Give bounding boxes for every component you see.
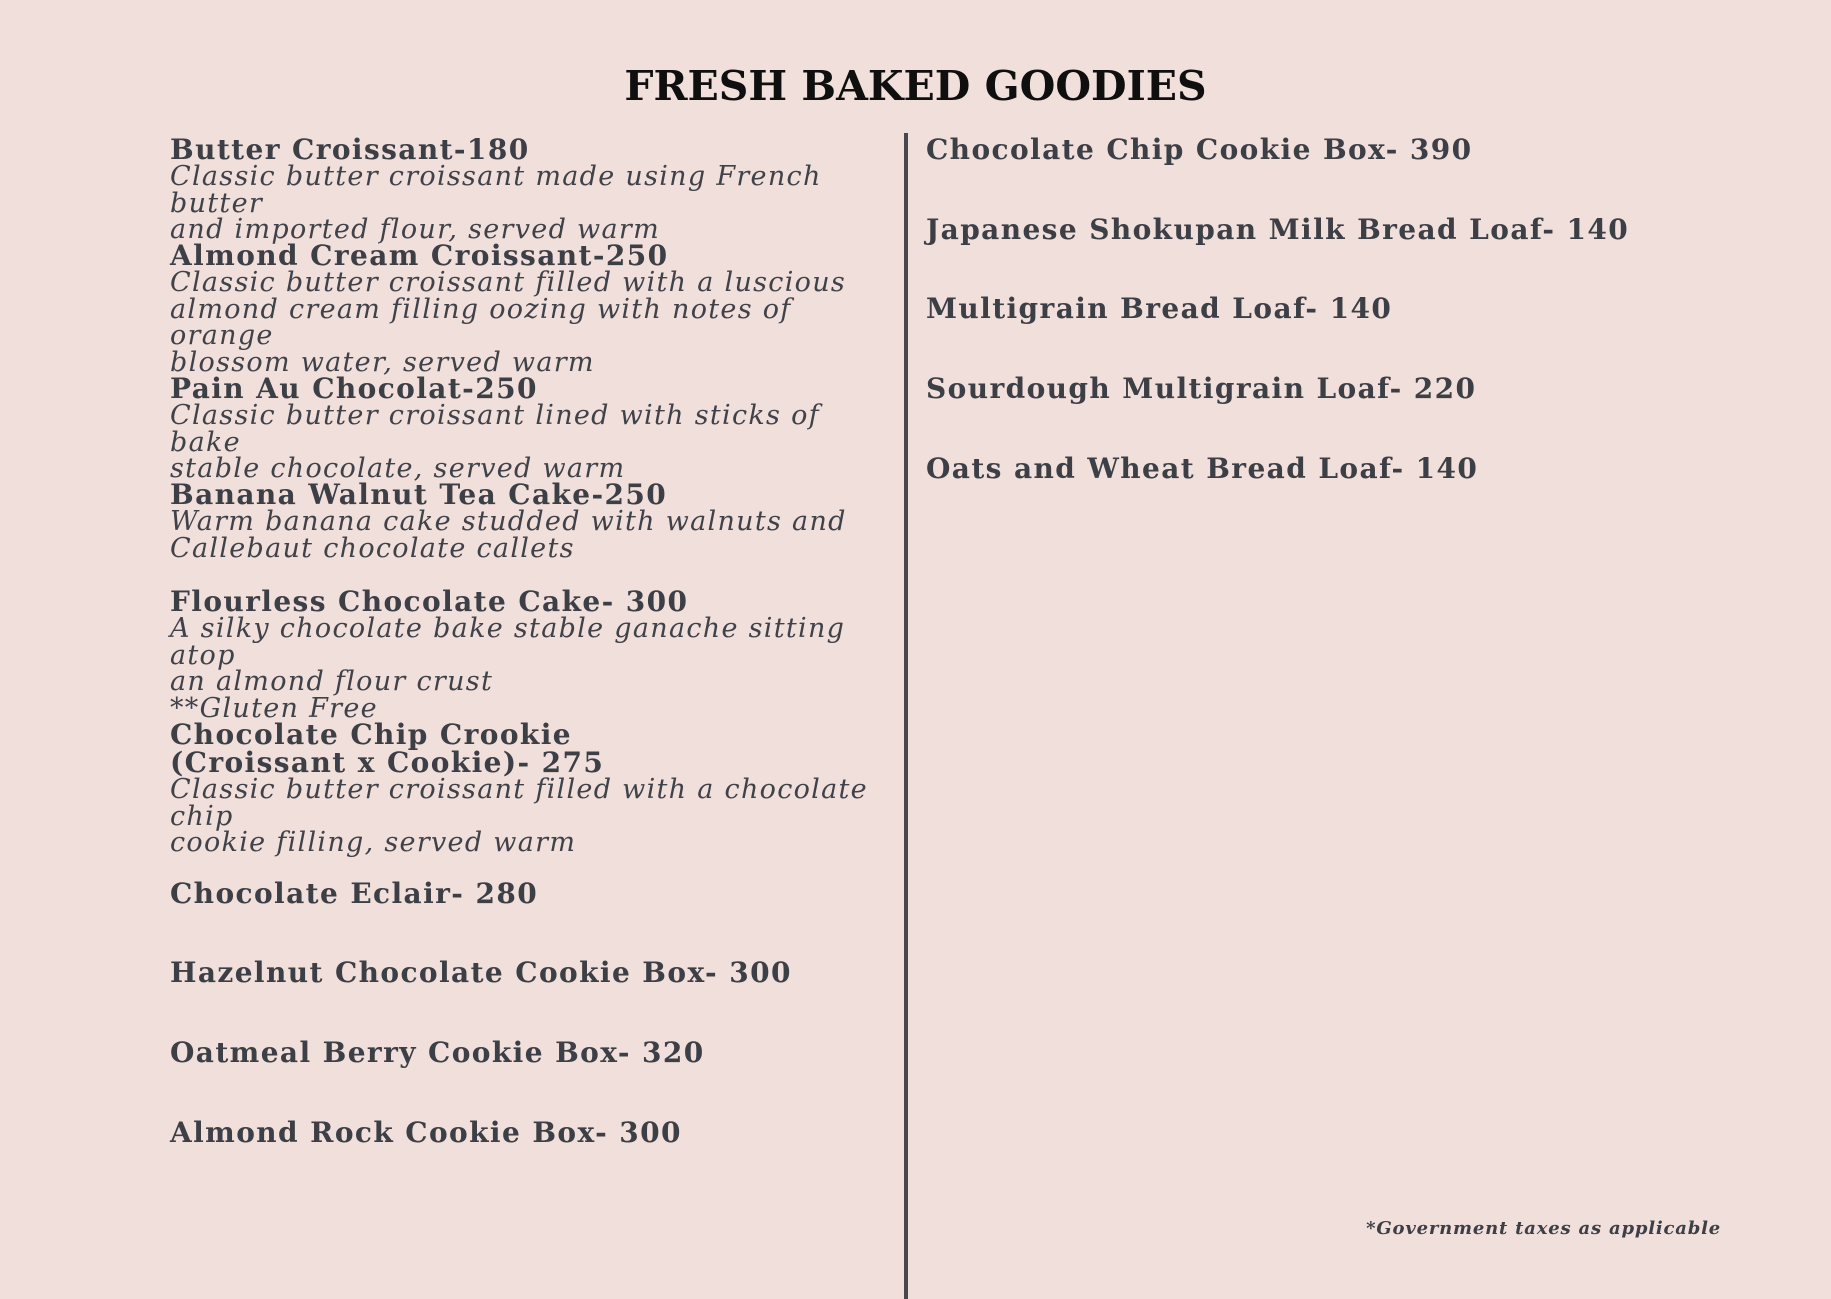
menu-title: FRESH BAKED GOODIES [624, 62, 1207, 110]
item-description: Classic butter croissant filled with a luscious almond cream filling oozing with notes of orange blossom water, served warm [170, 267, 847, 378]
column-divider [904, 133, 908, 1299]
item-name: Hazelnut Chocolate Cookie Box- 300 [170, 956, 792, 989]
menu-item [926, 452, 1786, 485]
tax-footnote: *Government taxes as applicable [1366, 1218, 1721, 1239]
item-name: Chocolate Eclair- 280 [170, 877, 539, 910]
menu-item [170, 585, 900, 724]
item-description: Classic butter croissant lined with sticks of bake stable chocolate, served warm [170, 400, 820, 484]
menu-item [170, 1116, 900, 1149]
menu-item [170, 478, 900, 564]
item-name: Pain Au Chocolat-250 [170, 372, 538, 405]
menu-item [170, 877, 900, 910]
menu-item [170, 133, 900, 245]
menu-item [926, 372, 1786, 405]
menu-item [170, 1036, 900, 1069]
item-name: Sourdough Multigrain Loaf- 220 [926, 372, 1477, 405]
item-name: Oats and Wheat Bread Loaf- 140 [926, 452, 1479, 485]
item-name: Banana Walnut Tea Cake-250 [170, 478, 668, 511]
item-description: Classic butter croissant made using French butter and imported flour, served warm [170, 161, 822, 245]
menu-item [170, 372, 900, 484]
item-name: Chocolate Chip Cookie Box- 390 [926, 133, 1473, 166]
item-name: Almond Cream Croissant-250 [170, 239, 669, 272]
menu-item [170, 718, 900, 858]
item-description: Classic butter croissant filled with a chocolate chip cookie filling, served warm [170, 774, 868, 858]
menu-item [170, 956, 900, 989]
menu-item [170, 239, 900, 378]
menu-item [926, 133, 1786, 166]
menu-item [926, 213, 1786, 246]
item-description: A silky chocolate bake stable ganache sitting atop an almond flour crust **Gluten Free [170, 613, 846, 724]
item-name: Flourless Chocolate Cake- 300 [170, 585, 689, 618]
item-name: Japanese Shokupan Milk Bread Loaf- 140 [926, 213, 1630, 246]
item-name: Almond Rock Cookie Box- 300 [170, 1116, 682, 1149]
item-name: Chocolate Chip Crookie (Croissant x Cookie)- 275 [170, 718, 605, 779]
item-name: Oatmeal Berry Cookie Box- 320 [170, 1036, 705, 1069]
item-name: Multigrain Bread Loaf- 140 [926, 292, 1393, 325]
item-description: Warm banana cake studded with walnuts and Callebaut chocolate callets [170, 506, 847, 564]
item-name: Butter Croissant-180 [170, 133, 530, 166]
menu-item [926, 292, 1786, 325]
